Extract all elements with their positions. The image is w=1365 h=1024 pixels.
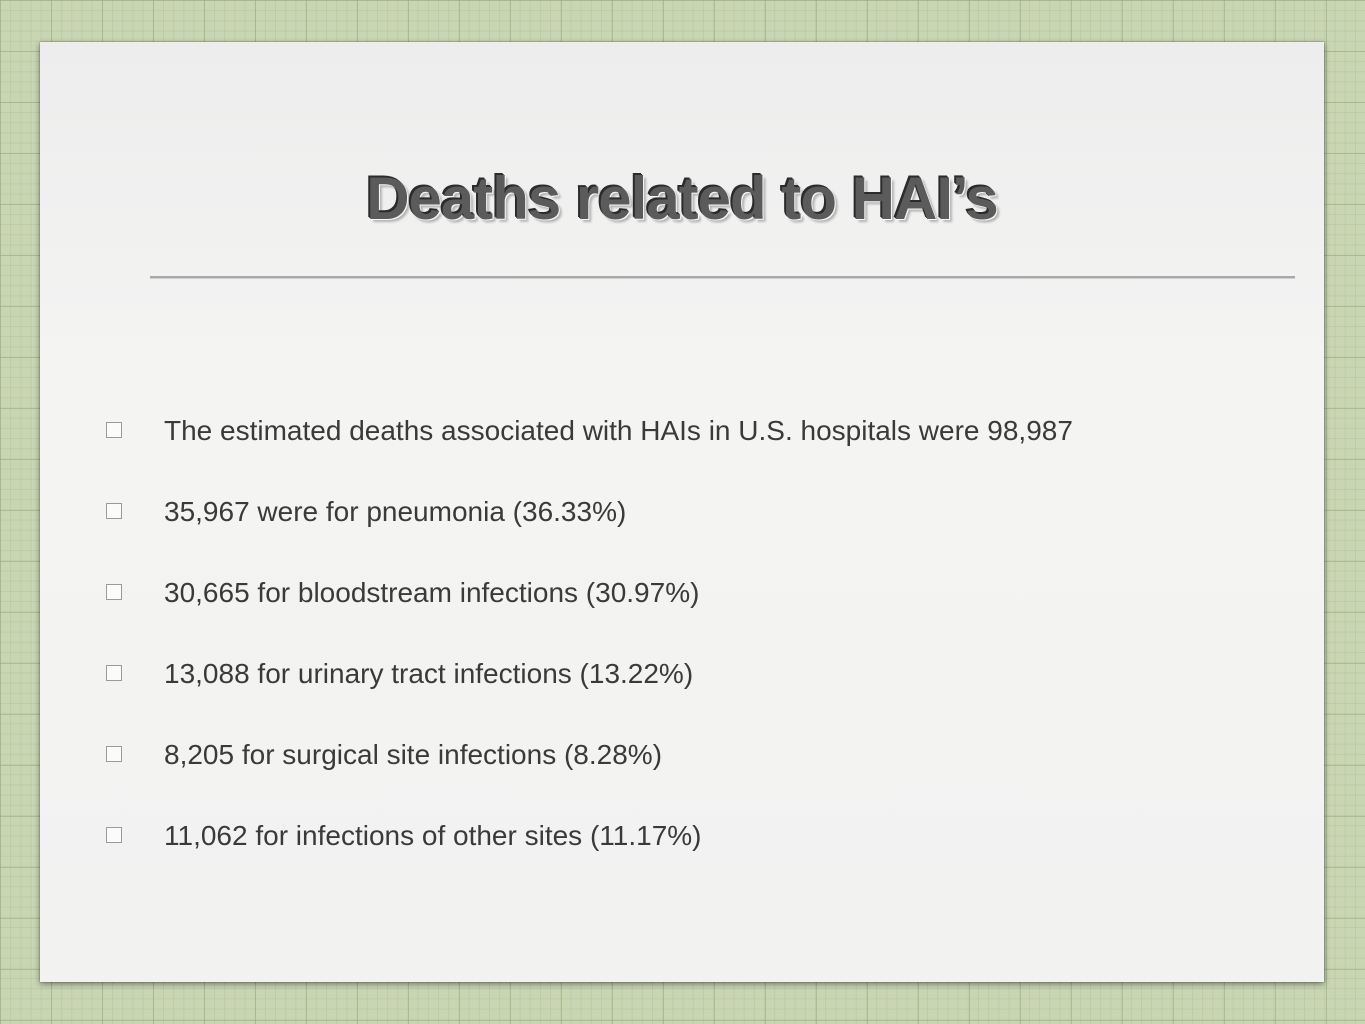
list-item xyxy=(106,493,1073,574)
list-item xyxy=(106,817,1073,898)
checkbox-bullet-icon xyxy=(106,665,122,681)
bullet-text: 11,062 for infections of other sites (11.17%) xyxy=(164,820,702,851)
bullet-text: 13,088 for urinary tract infections (13.22%) xyxy=(164,658,694,689)
checkbox-bullet-icon xyxy=(106,503,122,519)
checkbox-bullet-icon xyxy=(106,584,122,600)
bullet-text: The estimated deaths associated with HAIs in U.S. hospitals were 98,987 xyxy=(164,415,1073,446)
checkbox-bullet-icon xyxy=(106,746,122,762)
list-item xyxy=(106,412,1073,493)
slide-card xyxy=(40,42,1324,982)
title-divider xyxy=(150,276,1295,279)
list-item xyxy=(106,574,1073,655)
bullet-text: 8,205 for surgical site infections (8.28%) xyxy=(164,739,663,770)
checkbox-bullet-icon xyxy=(106,422,122,438)
slide-title: Deaths related to HAI’s xyxy=(366,165,998,232)
checkbox-bullet-icon xyxy=(106,827,122,843)
list-item xyxy=(106,736,1073,817)
list-item xyxy=(106,655,1073,736)
bullet-text: 30,665 for bloodstream infections (30.97%) xyxy=(164,577,700,608)
bullet-text: 35,967 were for pneumonia (36.33%) xyxy=(164,496,627,527)
bullet-list xyxy=(106,412,1073,898)
